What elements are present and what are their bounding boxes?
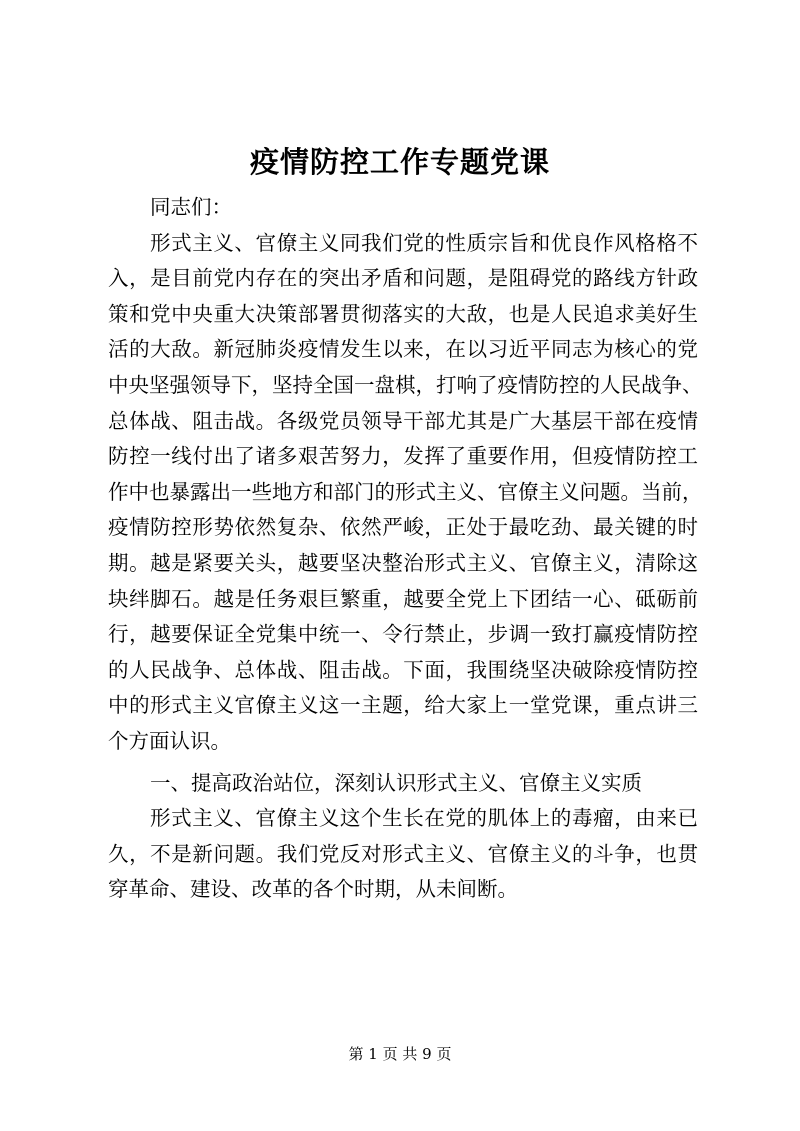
paragraph-line: 形式主义、官僚主义同我们党的性质宗旨和优良作风格格不 [150, 230, 698, 255]
paragraph-line: 中的形式主义官僚主义这一主题，给大家上一堂党课，重点讲三 [108, 693, 698, 718]
paragraph-line: 防控一线付出了诸多艰苦努力，发挥了重要作用，但疫情防控工 [108, 444, 698, 469]
salutation: 同志们： [150, 195, 232, 219]
paragraph-1 [108, 226, 703, 760]
paragraph-line: 中央坚强领导下，坚持全国一盘棋，打响了疫情防控的人民战争、 [108, 372, 703, 397]
paragraph-line: 穿革命、建设、改革的各个时期，从未间断。 [108, 877, 518, 902]
paragraph-line: 策和党中央重大决策部署贯彻落实的大敌，也是人民追求美好生 [108, 301, 698, 326]
document-title: 疫情防控工作专题党课 [249, 145, 550, 179]
paragraph-line: 入，是目前党内存在的突出矛盾和问题，是阻碍党的路线方针政 [108, 266, 698, 291]
paragraph-line: 行，越要保证全党集中统一、令行禁止，步调一致打赢疫情防控 [108, 622, 698, 647]
paragraph-line: 块绊脚石。越是任务艰巨繁重，越要全党上下团结一心、砥砺前 [108, 586, 698, 611]
paragraph-line: 活的大敌。新冠肺炎疫情发生以来，在以习近平同志为核心的党 [108, 337, 698, 362]
paragraph-line: 久，不是新问题。我们党反对形式主义、官僚主义的斗争，也贯 [108, 841, 698, 866]
paragraph-line: 期。越是紧要关头，越要坚决整治形式主义、官僚主义，清除这 [108, 550, 698, 575]
section-heading: 一、提高政治站位，深刻认识形式主义、官僚主义实质 [150, 770, 642, 795]
paragraph-line: 的人民战争、总体战、阻击战。下面，我围绕坚决破除疫情防控 [108, 657, 698, 682]
paragraph-line: 作中也暴露出一些地方和部门的形式主义、官僚主义问题。当前， [108, 479, 703, 504]
paragraph-line: 形式主义、官僚主义这个生长在党的肌体上的毒瘤，由来已 [150, 806, 698, 831]
paragraph-line: 疫情防控形势依然复杂、依然严峻，正处于最吃劲、最关键的时 [108, 515, 698, 540]
document-body [108, 190, 703, 908]
page-footer: 第 1 页 共 9 页 [348, 1045, 452, 1063]
paragraph-2 [108, 801, 698, 908]
paragraph-line: 个方面认识。 [108, 728, 231, 753]
paragraph-line: 总体战、阻击战。各级党员领导干部尤其是广大基层干部在疫情 [108, 408, 698, 433]
